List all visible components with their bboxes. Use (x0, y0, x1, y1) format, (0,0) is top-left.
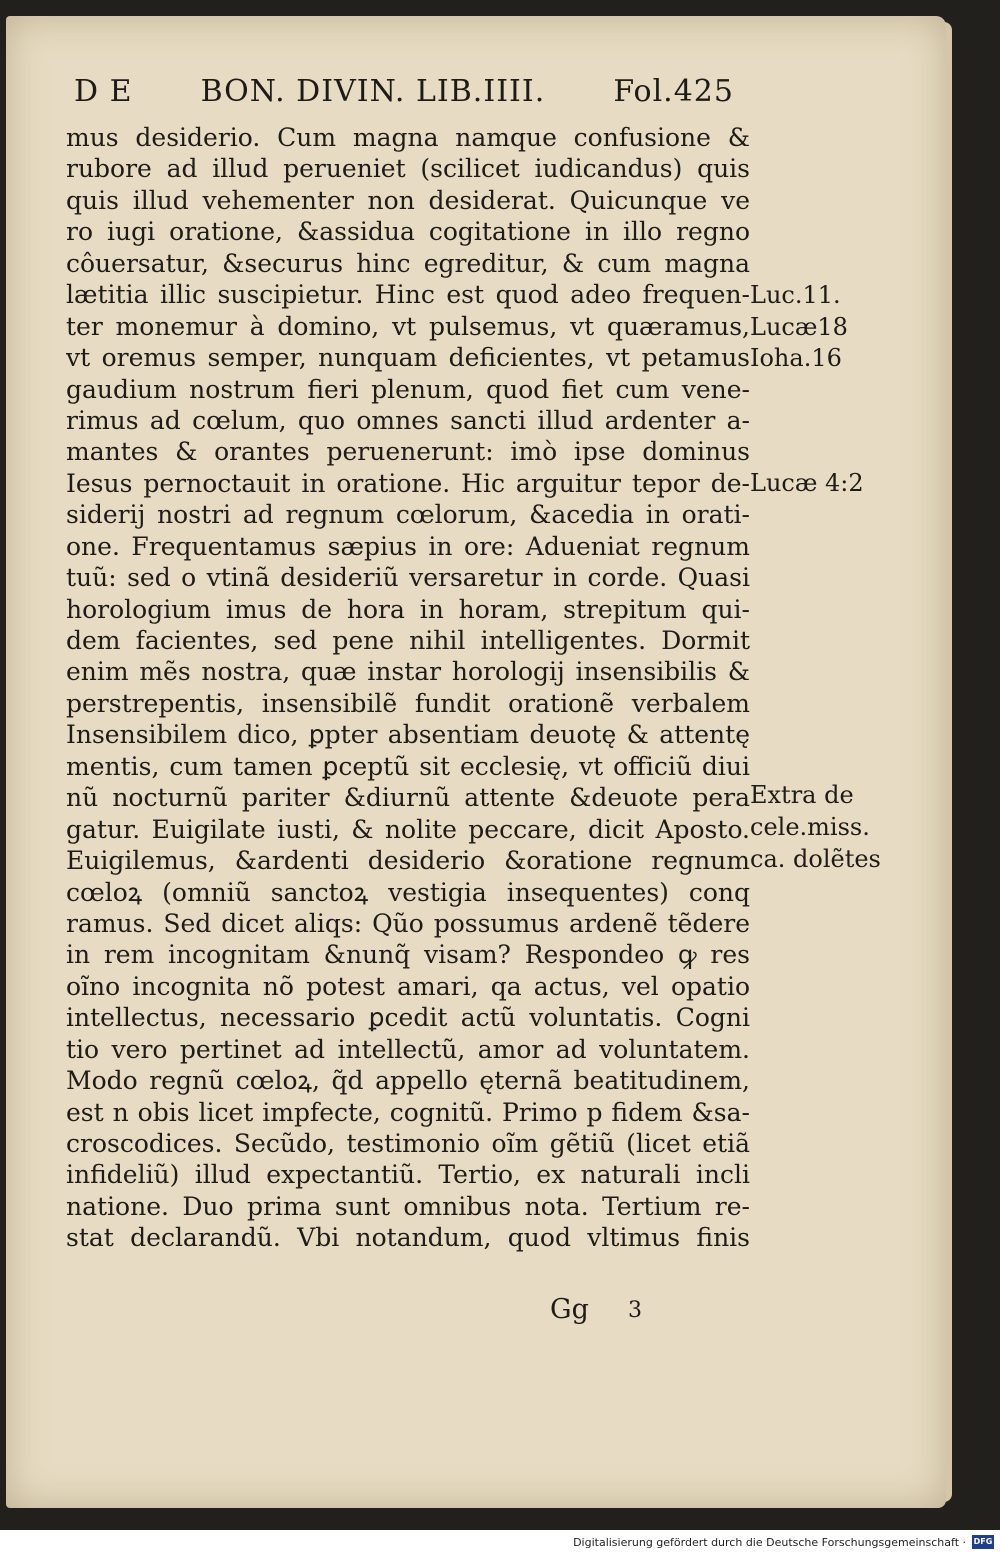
text-line: horologium imus de hora in horam, strepitum qui- (66, 594, 750, 624)
text-line: natione. Duo prima sunt omnibus nota. Tertium re- (66, 1191, 750, 1221)
text-line: croscodices. Secũdo, testimonio oĩm gẽtiũ (licet etiã (66, 1129, 750, 1158)
running-head-left: D E (74, 74, 133, 109)
text-line: Iesus pernoctauit in oratione. Hic arguitur tepor de- (66, 468, 750, 498)
text-line: dem facientes, sed pene nihil intelligentes. Dormit (66, 626, 750, 655)
text-line: mantes & orantes peruenerunt: imò ipse dominus (66, 437, 750, 467)
text-line: Euigilemus, &ardenti desiderio &oratione regnum (66, 846, 750, 876)
margin-note: ca. dolẽtes (750, 845, 881, 873)
text-line: ter monemur à domino, vt pulsemus, vt quæramus, (66, 311, 750, 341)
text-line: tio vero pertinet ad intellectũ, amor ad voluntatem. (66, 1034, 750, 1064)
text-line: stat declarandũ. Vbi notandum, quod vltimus finis (66, 1223, 750, 1253)
body-text (66, 122, 750, 1254)
margin-note: Lucæ18 (750, 313, 848, 341)
running-head (74, 74, 734, 118)
text-line: ramus. Sed dicet aliqs: Qũo possumus ardenẽ tẽdere (66, 908, 750, 938)
text-line: in rem incognitam &nunq̃ visam? Respondeo ꝙ res (66, 940, 750, 970)
text-line: lætitia illic suscipietur. Hinc est quod adeo frequen- (66, 280, 750, 310)
footer-bar (0, 1530, 1000, 1554)
text-line: cœloꝝ (omniũ sanctoꝝ vestigia insequentes) conq (66, 877, 750, 907)
text-line: quis illud vehementer non desiderat. Quicunque ve (66, 185, 750, 215)
text-line: côuersatur, &securus hinc egreditur, & cum magna (66, 248, 750, 278)
text-line: intellectus, necessario ꝑcedit actũ voluntatis. Cogni (66, 1003, 750, 1033)
text-line: gaudium nostrum fieri plenum, quod fiet cum vene- (66, 374, 750, 404)
text-line: mentis, cum tamen ꝑceptũ sit ecclesię, vt officiũ diui (66, 751, 750, 781)
text-line: ro iugi oratione, &assidua cogitatione in illo regno (66, 217, 750, 247)
signature-mark: Gg (550, 1294, 589, 1325)
margin-note: Luc.11. (750, 281, 841, 309)
text-line: one. Frequentamus sæpius in ore: Adueniat regnum (66, 531, 750, 561)
text-line: enim mẽs nostra, quæ instar horologij insensibilis & (66, 657, 750, 687)
text-line: Modo regnũ cœloꝝ, q̃d appello ęternã beatitudinem, (66, 1066, 750, 1096)
margin-note: Lucæ 4:2 (750, 469, 864, 497)
text-line: mus desiderio. Cum magna namque confusione & (66, 123, 750, 152)
text-line: rubore ad illud perueniet (scilicet iudicandus) quis (66, 154, 750, 184)
dfg-logo: DFG (972, 1535, 994, 1549)
text-line: siderij nostri ad regnum cœlorum, &acedia in orati- (66, 500, 750, 530)
margin-note: Extra de (750, 781, 854, 809)
text-line: infideliũ) illud expectantiũ. Tertio, ex naturali incli (66, 1160, 750, 1190)
running-head-center: BON. DIVIN. LIB.IIII. (200, 74, 546, 109)
folio-number: Fol.425 (613, 74, 734, 109)
text-line: Insensibilem dico, ꝑpter absentiam deuotę & attentę (66, 720, 750, 750)
margin-note: cele.miss. (750, 813, 870, 841)
text-line: gatur. Euigilate iusti, & nolite peccare, dicit Aposto. (66, 814, 750, 844)
text-line: tuũ: sed o vtinã desideriũ versaretur in corde. Quasi (66, 563, 750, 593)
text-line: nũ nocturnũ pariter &diurnũ attente &deuote pera (66, 783, 750, 813)
text-line: vt oremus semper, nunquam deficientes, vt petamus (66, 343, 750, 373)
text-line: perstrepentis, insensibilẽ fundit orationẽ verbalem (66, 688, 750, 718)
margin-note: Ioha.16 (750, 344, 842, 372)
text-line: est n obis licet impfecte, cognitũ. Primo p fidem &sa- (66, 1097, 750, 1127)
text-line: rimus ad cœlum, quo omnes sancti illud ardenter a- (66, 405, 750, 435)
text-line: oĩno incognita nõ potest amari, qa actus, vel opatio (66, 971, 750, 1001)
signature-number: 3 (628, 1298, 642, 1323)
funding-credit: Digitalisierung gefördert durch die Deutsche Forschungsgemeinschaft · (573, 1535, 966, 1549)
